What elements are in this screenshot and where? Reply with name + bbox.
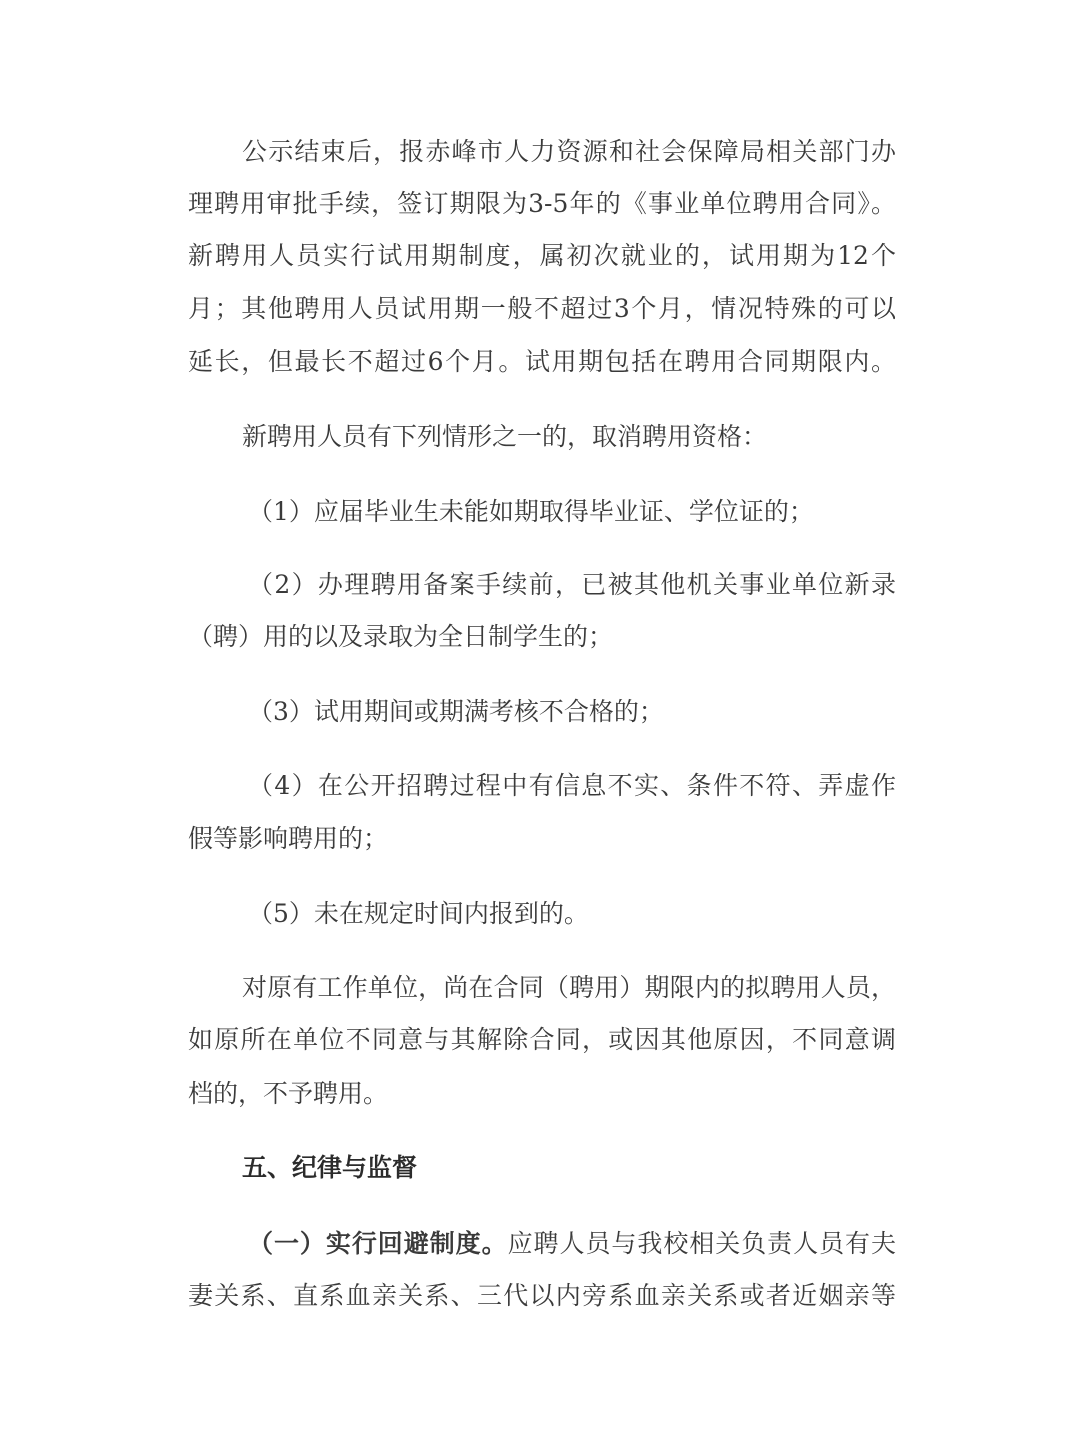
paragraph-line: 新聘用人员有下列情形之一的，取消聘用资格： (242, 422, 768, 451)
list-item-continuation: 假等影响聘用的； (188, 824, 389, 853)
paragraph-line: 公示结束后，报赤峰市人力资源和社会保障局相关部门办 (242, 137, 896, 166)
subsection-heading: （一）实行回避制度。 (248, 1229, 508, 1258)
section-heading: 五、纪律与监督 (242, 1153, 418, 1182)
paragraph-line: 如原所在单位不同意与其解除合同，或因其他原因，不同意调 (188, 1025, 896, 1054)
list-item: （3）试用期间或期满考核不合格的； (248, 697, 664, 726)
list-item: （4）在公开招聘过程中有信息不实、条件不符、弄虚作 (248, 771, 896, 800)
paragraph-line: 月；其他聘用人员试用期一般不超过3个月，情况特殊的可以 (188, 294, 896, 323)
list-item: （2）办理聘用备案手续前，已被其他机关事业单位新录 (248, 570, 896, 599)
list-item: （5）未在规定时间内报到的。 (248, 899, 589, 928)
list-item: （1）应届毕业生未能如期取得毕业证、学位证的； (248, 497, 814, 526)
paragraph-text: 应聘人员与我校相关负责人员有夫 (507, 1229, 896, 1258)
paragraph-line: 妻关系、直系血亲关系、三代以内旁系血亲关系或者近姻亲等 (188, 1281, 896, 1310)
list-item-continuation: （聘）用的以及录取为全日制学生的； (188, 622, 614, 651)
paragraph-line: 新聘用人员实行试用期制度，属初次就业的，试用期为12个 (188, 241, 896, 270)
paragraph-line: 对原有工作单位，尚在合同（聘用）期限内的拟聘用人员， (242, 973, 896, 1002)
paragraph-line: 延长，但最长不超过6个月。试用期包括在聘用合同期限内。 (188, 347, 896, 376)
paragraph-line-mixed (248, 1226, 896, 1262)
paragraph-line: 理聘用审批手续，签订期限为3-5年的《事业单位聘用合同》。 (188, 189, 896, 218)
paragraph-line: 档的，不予聘用。 (188, 1079, 389, 1108)
